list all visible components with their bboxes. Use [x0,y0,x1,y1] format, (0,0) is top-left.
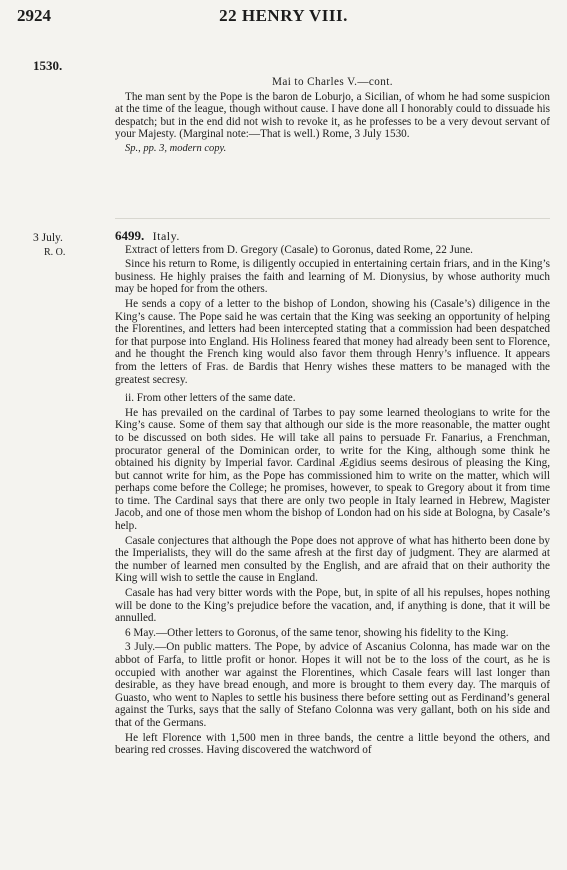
page-header [0,6,567,30]
entry-number: 6499. [115,228,145,243]
paragraph: He sends a copy of a letter to the bishop of London, showing his (Casale’s) diligence in the King’s cause. The Pope said he was certain that the King was seeking an opportunity of helping the Florentines, and letters had been intercepted stating that a commission had been despatched for that purpose into England. His Holiness feared that money had already been sent to Florence, and he thought the French king would also favor them through Henry’s influence. It appears from the letters of Fras. de Bardis that Henry wishes these matters to be managed with the greatest secresy. [115,297,550,386]
entry-6498-source: Sp., pp. 3, modern copy. [125,142,227,154]
entry-6499-source-mark: R. O. [44,247,66,258]
year-marker: 1530. [33,58,63,73]
entry-6499 [115,230,550,759]
paragraph: Casale conjectures that although the Pope does not approve of what has hitherto been done by the Imperialists, they will do the same afresh at the first day of judgment. They are alarmed at the number of learned men consulted by the English, and are afraid that on their authority the King will wish to settle the cause in England. [115,534,550,585]
entry-6499-heading [115,230,550,244]
entry-title: Italy. [152,229,180,243]
paragraph: 6 May.—Other letters to Goronus, of the same tenor, showing his fidelity to the King. [125,626,509,639]
paragraph: Since his return to Rome, is diligently occupied in entertaining certain friars, and in the King’s business. He highly praises the faith and learning of M. Dionysius, by whose authority much may be hoped for from the others. [115,258,550,296]
paragraph: Casale has had very bitter words with the Pope, but, in spite of all his repulses, hopes nothing will be done to the King’s prejudice before the vacation, and, if anything is done, that it will be annulled. [115,587,550,625]
continuation-title: Mai to Charles V.—cont. [272,76,393,88]
entry-6498 [115,76,550,158]
entry-6499-date: 3 July. [33,232,63,244]
section-heading: ii. From other letters of the same date. [125,392,296,405]
paragraph: He left Florence with 1,500 men in three bands, the centre a little beyond the others, and bearing red crosses. Having discovered the watchword of [115,731,550,757]
paragraph: 3 July.—On public matters. The Pope, by advice of Ascanius Colonna, has made war on the abbot of Farfa, to little profit or honor. Hopes it will not be to the loss of the court, as he is occupied with another war against the Florentines, which Casale fears will last longer than desirable, as they have bread enough, and more is brought to them every day. The marquis of Guasto, who went to Naples to settle his business there before setting out as Ferdinand’s general against the Turks, says that the sally of Stefano Colonna was very gallant, both on his side and that of the Germans. [115,641,550,729]
page-number: 2924 [17,6,51,25]
paragraph: He has prevailed on the cardinal of Tarbes to pay some learned theologians to write for the King’s cause. Some of them say that although our side is the more reasonable, the matter ought to be discussed on both sides. He will take all pains to persuade Fr. Fanarius, a Frenchman, procurator general of the Dominican order, to write for the King, although some think he obtained his dignity by Imperial favor. Cardinal Ægidius seems desirous of pleasing the King, but cannot write for him, as the Pope has commissioned him to write on the matter, which will perhaps come before the College; he promises, however, to speak to Gregory about it from time to time. The Cardinal says that there are only two people in Italy learned in Hebrew, Magister Jacob, and one of those men whom the bishop of London had on his side at Bologna, by Casale’s help. [115,406,550,533]
running-title: 22 HENRY VIII. [219,6,348,25]
entry-6498-paragraph: The man sent by the Pope is the baron de Loburjo, a Sicilian, of whom he had some suspicion at the time of the league, though without cause. I have done all I honorably could to dissuade his despatch; but in the end did not wish to revoke it, as he professes to be a very devout servant of your Majesty. (Marginal note:—That is well.) Rome, 3 July 1530. [115,90,550,141]
paragraph: Extract of letters from D. Gregory (Casale) to Goronus, dated Rome, 22 June. [125,243,473,256]
entry-divider [115,218,550,219]
